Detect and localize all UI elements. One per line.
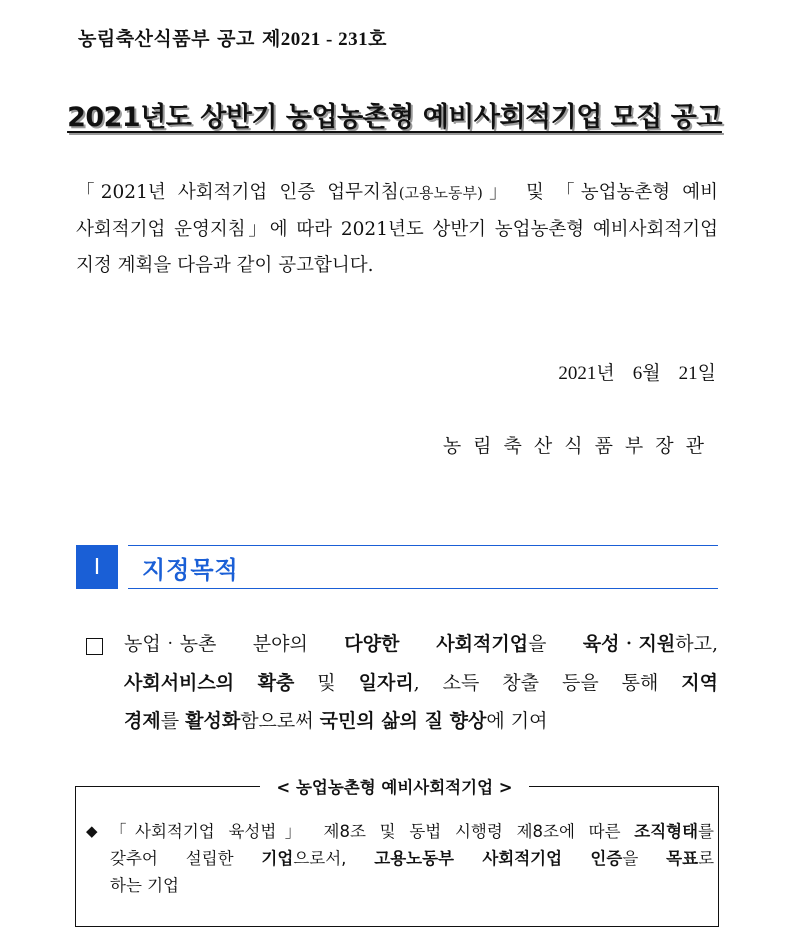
intro-text: 」 및 「농업농촌형 예비 bbox=[482, 182, 718, 203]
purpose-emphasis: 경제 bbox=[124, 710, 161, 732]
definition-text: 로 bbox=[698, 849, 715, 868]
section-title: 지정목적 bbox=[142, 556, 239, 584]
section-number-badge: Ⅰ bbox=[76, 545, 118, 589]
definition-emphasis: 고용노동부 사회적기업 인증 bbox=[374, 849, 623, 868]
purpose-text: 하고, bbox=[675, 633, 718, 655]
intro-ministry-note: (고용노동부) bbox=[398, 184, 483, 202]
purpose-emphasis: 국민의 삶의 질 향상 bbox=[319, 710, 487, 732]
definition-emphasis: 조직형태 bbox=[634, 822, 699, 841]
date-month: 6월 bbox=[632, 363, 661, 384]
definition-paragraph bbox=[110, 818, 714, 899]
definition-box-title bbox=[0, 774, 789, 798]
date-year: 2021년 bbox=[558, 363, 615, 384]
definition-box-title-text: < 농업농촌형 예비사회적기업 > bbox=[260, 778, 528, 797]
announcement-date bbox=[558, 358, 716, 385]
purpose-emphasis: 활성화 bbox=[185, 710, 241, 732]
purpose-emphasis: 사회서비스의 확충 bbox=[124, 671, 295, 694]
page-title bbox=[0, 95, 789, 134]
purpose-text: 에 기여 bbox=[486, 710, 548, 732]
definition-line-2 bbox=[110, 845, 714, 872]
purpose-text: 를 bbox=[160, 710, 186, 732]
definition-line-3: 하는 기업 bbox=[110, 876, 180, 895]
definition-emphasis: 목표 bbox=[666, 849, 699, 868]
definition-text: 을 bbox=[622, 849, 667, 868]
purpose-text: 농업‧농촌 분야의 bbox=[124, 633, 345, 655]
purpose-text: 및 bbox=[294, 671, 359, 694]
definition-text: 「사회적기업 육성법」 제8조 및 동법 시행령 제8조에 따른 bbox=[110, 822, 635, 841]
checkbox-bullet-icon bbox=[86, 638, 103, 655]
date-day: 21일 bbox=[678, 363, 716, 384]
purpose-text: 을 bbox=[528, 633, 583, 655]
section-rule-top bbox=[128, 545, 718, 546]
purpose-emphasis: 육성‧지원 bbox=[582, 633, 676, 655]
notice-number-line bbox=[78, 24, 387, 51]
intro-line-3: 지정 계획을 다음과 같이 공고합니다. bbox=[76, 255, 374, 276]
definition-text: 으로서, bbox=[293, 849, 375, 868]
minister-signature: 농림축산식품부장관 bbox=[442, 435, 716, 457]
purpose-emphasis: 일자리 bbox=[358, 671, 414, 694]
definition-line-1 bbox=[110, 818, 714, 845]
page-title-text: 2021년도 상반기 농업농촌형 예비사회적기업 모집 공고 bbox=[67, 102, 722, 133]
purpose-text: , 소득 창출 등을 통해 bbox=[413, 671, 682, 694]
intro-text: 「2021년 사회적기업 인증 업무지침 bbox=[76, 182, 399, 203]
purpose-line-1 bbox=[124, 625, 718, 664]
definition-text: 를 bbox=[698, 822, 714, 841]
purpose-paragraph bbox=[124, 625, 718, 741]
notice-issuer: 농림축산식품부 공고 bbox=[78, 28, 255, 50]
diamond-bullet-icon: ◆ bbox=[86, 822, 98, 840]
intro-line-2: 사회적기업 운영지침」에 따라 2021년도 상반기 농업농촌형 예비사회적기업 bbox=[76, 218, 718, 240]
purpose-line-3 bbox=[124, 702, 718, 741]
purpose-emphasis: 지역 bbox=[681, 671, 718, 694]
purpose-text: 함으로써 bbox=[240, 710, 320, 732]
purpose-line-2 bbox=[124, 664, 718, 703]
definition-emphasis: 기업 bbox=[261, 849, 294, 868]
definition-text: 갖추어 설립한 bbox=[110, 849, 262, 868]
section-rule-bottom bbox=[128, 588, 718, 589]
purpose-emphasis: 다양한 사회적기업 bbox=[344, 633, 529, 655]
intro-paragraph bbox=[76, 175, 718, 285]
intro-line-1 bbox=[76, 175, 718, 212]
notice-number: 제2021 - 231호 bbox=[261, 29, 387, 50]
